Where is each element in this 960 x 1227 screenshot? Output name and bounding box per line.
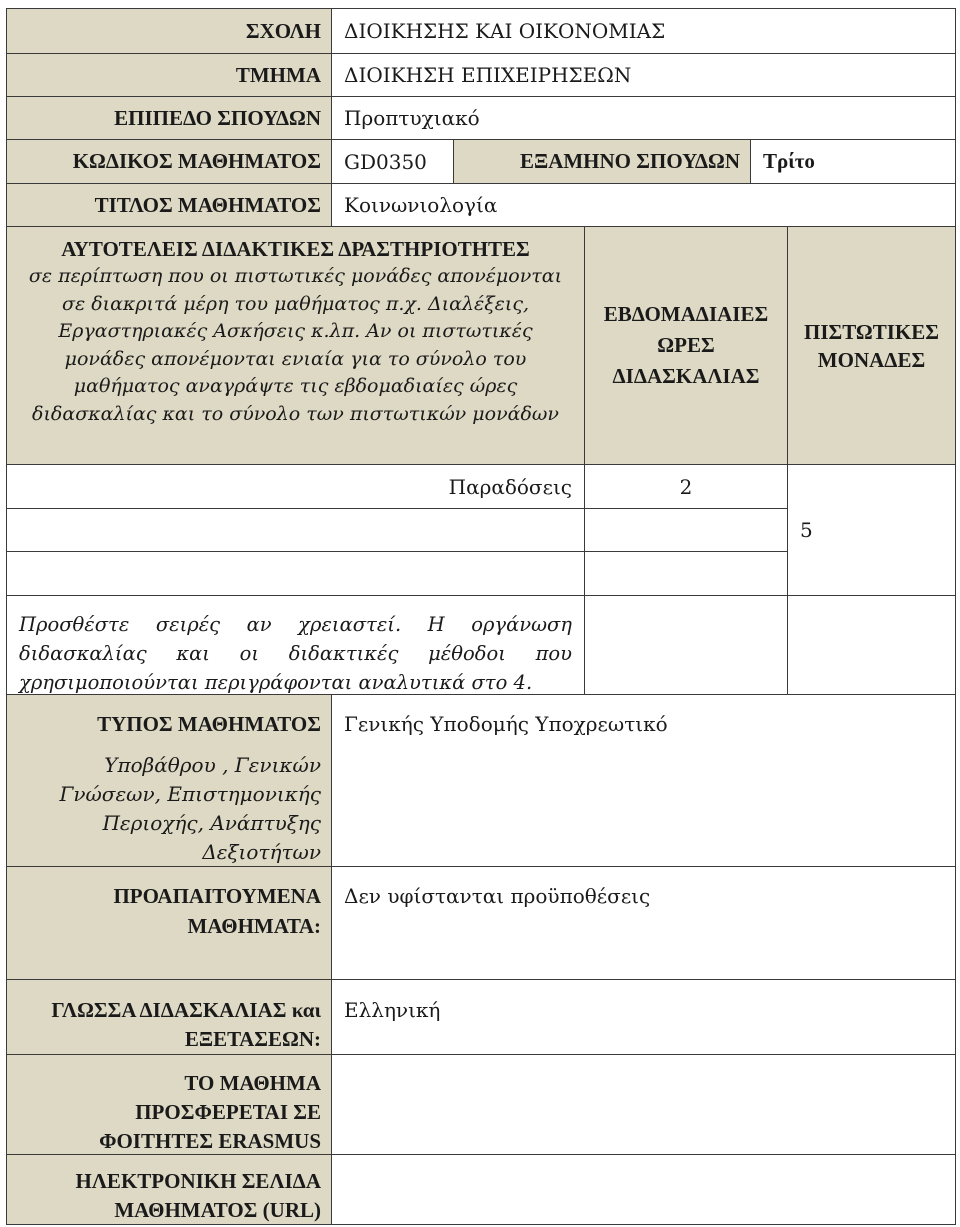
teaching-language-value: Ελληνική [331, 979, 956, 1055]
course-type-note: Υποβάθρου , Γενικών Γνώσεων, Επιστημονικής Περιοχής, Ανάπτυξης Δεξιοτήτων [59, 753, 321, 864]
activity-row-2-name [6, 508, 585, 552]
prerequisites-value: Δεν υφίστανται προϋποθέσεις [331, 866, 956, 980]
activities-header-note: σε περίπτωση που οι πιστωτικές μονάδες απονέμονται σε διακριτά μέρη του μαθήματος π.χ. Διαλέξεις, Εργαστηριακές Ασκήσεις κ.λπ. Αν οι πιστωτικές μονάδες απονέμονται ενιαία για το σύνολο του μαθήματος αναγράψτε τις εβδομαδιαίες ώρες διδασκαλίας και το σύνολο των πιστωτικών μονάδων [28, 265, 563, 425]
teaching-language-label: ΓΛΩΣΣΑ ΔΙΔΑΣΚΑΛΙΑΣ και ΕΞΕΤΑΣΕΩΝ: [6, 979, 332, 1055]
course-code-value: GD0350 [331, 139, 454, 184]
course-code-label: ΚΩΔΙΚΟΣ ΜΑΘΗΜΑΤΟΣ [6, 139, 332, 184]
activity-row-3-hours [584, 551, 788, 596]
activities-header-title: ΑΥΤΟΤΕΛΕΙΣ ΔΙΔΑΚΤΙΚΕΣ ΔΡΑΣΤΗΡΙΟΤΗΤΕΣ [61, 237, 530, 261]
course-type-label-cell [6, 694, 332, 867]
activity-row-1-hours: 2 [584, 464, 788, 509]
semester-label: ΕΞΑΜΗΝΟ ΣΠΟΥΔΩΝ [453, 139, 751, 184]
credits-value: 5 [787, 464, 956, 596]
footnote-credits-empty [787, 595, 956, 695]
prerequisites-label: ΠΡΟΑΠΑΙΤΟΥΜΕΝΑ ΜΑΘΗΜΑΤΑ: [6, 866, 332, 980]
course-type-value: Γενικής Υποδομής Υποχρεωτικό [331, 694, 956, 867]
activities-footnote: Προσθέστε σειρές αν χρειαστεί. Η οργάνωση διδασκαλίας και οι διδακτικές μέθοδοι που χρησιμοποιούνται περιγράφονται αναλυτικά στο 4. [6, 595, 585, 695]
department-value: ΔΙΟΙΚΗΣΗ ΕΠΙΧΕΙΡΗΣΕΩΝ [331, 53, 956, 97]
department-label: ΤΜΗΜΑ [6, 53, 332, 97]
study-level-value: Προπτυχιακό [331, 96, 956, 140]
erasmus-label: ΤΟ ΜΑΘΗΜΑ ΠΡΟΣΦΕΡΕΤΑΙ ΣΕ ΦΟΙΤΗΤΕΣ ERASMUS [6, 1054, 332, 1155]
course-title-label: ΤΙΤΛΟΣ ΜΑΘΗΜΑΤΟΣ [6, 183, 332, 227]
footnote-hours-empty [584, 595, 788, 695]
course-title-value: Κοινωνιολογία [331, 183, 956, 227]
course-url-label: ΗΛΕΚΤΡΟΝΙΚΗ ΣΕΛΙΔΑ ΜΑΘΗΜΑΤΟΣ (URL) [6, 1154, 332, 1225]
school-label: ΣΧΟΛΗ [6, 8, 332, 54]
activity-row-1-name: Παραδόσεις [6, 464, 585, 509]
semester-value: Τρίτο [750, 139, 956, 184]
course-type-label: ΤΥΠΟΣ ΜΑΘΗΜΑΤΟΣ [97, 712, 321, 736]
activity-row-2-hours [584, 508, 788, 552]
erasmus-value [331, 1054, 956, 1155]
weekly-hours-header: ΕΒΔΟΜΑΔΙΑΙΕΣ ΩΡΕΣ ΔΙΔΑΣΚΑΛΙΑΣ [584, 226, 788, 465]
course-url-value [331, 1154, 956, 1225]
activity-row-3-name [6, 551, 585, 596]
study-level-label: ΕΠΙΠΕΔΟ ΣΠΟΥΔΩΝ [6, 96, 332, 140]
activities-header [6, 226, 585, 465]
credits-header: ΠΙΣΤΩΤΙΚΕΣ ΜΟΝΑΔΕΣ [787, 226, 956, 465]
school-value: ΔΙΟΙΚΗΣΗΣ ΚΑΙ ΟΙΚΟΝΟΜΙΑΣ [331, 8, 956, 54]
